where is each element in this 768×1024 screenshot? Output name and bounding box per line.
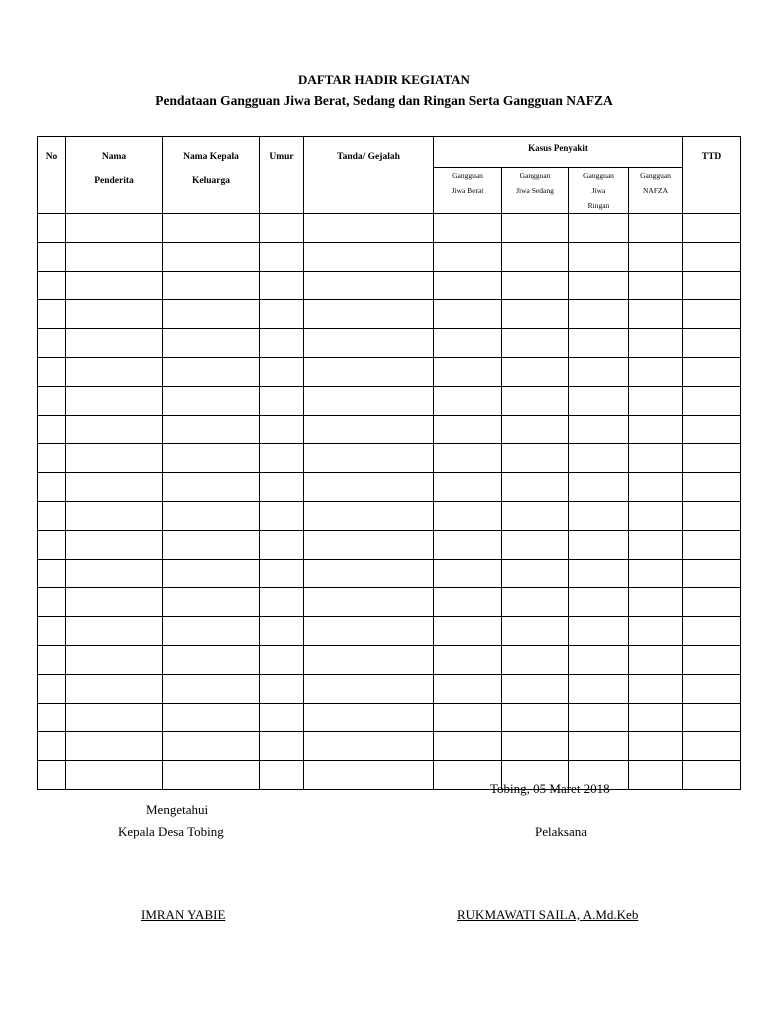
table-cell (629, 242, 683, 271)
table-cell (66, 300, 163, 329)
table-cell (163, 271, 260, 300)
table-cell (502, 473, 569, 502)
table-cell (38, 242, 66, 271)
table-cell (629, 300, 683, 329)
table-row (38, 357, 741, 386)
table-cell (502, 214, 569, 243)
table-cell (38, 732, 66, 761)
table-cell (683, 271, 741, 300)
sub-jiwa-ringan-header: Gangguan Jiwa Ringan (569, 168, 629, 214)
table-cell (38, 329, 66, 358)
table-row (38, 530, 741, 559)
table-cell (38, 617, 66, 646)
table-cell (38, 761, 66, 790)
table-row (38, 645, 741, 674)
table-row (38, 761, 741, 790)
table-cell (502, 674, 569, 703)
table-cell (683, 357, 741, 386)
table-cell (629, 530, 683, 559)
table-cell (683, 530, 741, 559)
table-cell (163, 386, 260, 415)
table-cell (683, 761, 741, 790)
table-cell (66, 242, 163, 271)
pelaksana-label: Pelaksana (535, 824, 587, 839)
table-cell (163, 588, 260, 617)
table-cell (260, 357, 304, 386)
signer-right-name: RUKMAWATI SAILA, A.Md.Keb (457, 907, 639, 922)
table-row (38, 617, 741, 646)
table-cell (260, 530, 304, 559)
table-row (38, 588, 741, 617)
table-cell (502, 271, 569, 300)
table-cell (434, 386, 502, 415)
table-cell (629, 761, 683, 790)
sub-jiwa-berat-header: Gangguan Jiwa Berat (434, 168, 502, 214)
table-row (38, 386, 741, 415)
table-cell (569, 300, 629, 329)
table-row (38, 501, 741, 530)
table-cell (304, 444, 434, 473)
table-cell (629, 703, 683, 732)
table-row (38, 271, 741, 300)
table-cell (683, 501, 741, 530)
table-cell (66, 703, 163, 732)
table-cell (38, 415, 66, 444)
table-cell (502, 501, 569, 530)
mengetahui-label: Mengetahui (146, 802, 209, 817)
table-row (38, 444, 741, 473)
table-cell (66, 559, 163, 588)
table-cell (304, 271, 434, 300)
table-cell (629, 415, 683, 444)
table-cell (683, 588, 741, 617)
table-cell (260, 703, 304, 732)
table-cell (260, 444, 304, 473)
table-cell (683, 242, 741, 271)
table-cell (629, 214, 683, 243)
table-cell (304, 617, 434, 646)
table-cell (683, 415, 741, 444)
table-cell (569, 357, 629, 386)
table-cell (163, 674, 260, 703)
table-cell (260, 329, 304, 358)
table-cell (260, 588, 304, 617)
table-cell (434, 329, 502, 358)
table-cell (683, 645, 741, 674)
col-nama-penderita-header (66, 137, 163, 214)
table-row (38, 674, 741, 703)
table-row (38, 300, 741, 329)
table-cell (66, 473, 163, 502)
table-cell (260, 674, 304, 703)
table-cell (569, 530, 629, 559)
table-cell (38, 386, 66, 415)
table-cell (683, 703, 741, 732)
table-cell (38, 444, 66, 473)
table-cell (66, 588, 163, 617)
table-cell (260, 559, 304, 588)
table-cell (66, 214, 163, 243)
table-cell (683, 444, 741, 473)
table-cell (304, 703, 434, 732)
table-cell (260, 271, 304, 300)
table-cell (629, 501, 683, 530)
table-cell (434, 444, 502, 473)
table-cell (502, 357, 569, 386)
document-subtitle: Pendataan Gangguan Jiwa Berat, Sedang dan Ringan Serta Gangguan NAFZA (155, 93, 613, 108)
signer-left-name: IMRAN YABIE (141, 907, 226, 922)
table-cell (66, 415, 163, 444)
table-cell (569, 501, 629, 530)
table-row (38, 703, 741, 732)
table-cell (569, 242, 629, 271)
table-cell (260, 300, 304, 329)
table-cell (163, 300, 260, 329)
table-cell (260, 732, 304, 761)
table-cell (304, 300, 434, 329)
table-cell (163, 444, 260, 473)
table-cell (304, 501, 434, 530)
table-header-row (38, 137, 741, 168)
table-cell (163, 214, 260, 243)
kepala-desa-label: Kepala Desa Tobing (118, 824, 224, 839)
table-cell (163, 761, 260, 790)
table-cell (38, 214, 66, 243)
table-cell (434, 588, 502, 617)
table-cell (66, 501, 163, 530)
table-cell (163, 473, 260, 502)
table-cell (66, 617, 163, 646)
sub-jiwa-sedang-header: Gangguan Jiwa Sedang (502, 168, 569, 214)
table-cell (629, 357, 683, 386)
table-cell (569, 588, 629, 617)
table-cell (38, 473, 66, 502)
table-cell (66, 732, 163, 761)
table-cell (502, 386, 569, 415)
table-cell (502, 703, 569, 732)
table-cell (434, 703, 502, 732)
table-cell (304, 530, 434, 559)
table-cell (434, 501, 502, 530)
table-cell (629, 271, 683, 300)
col-nama-kepala-header (163, 137, 260, 214)
table-cell (163, 559, 260, 588)
table-cell (304, 559, 434, 588)
table-cell (569, 329, 629, 358)
table-cell (434, 300, 502, 329)
table-cell (260, 415, 304, 444)
table-cell (163, 501, 260, 530)
table-cell (304, 415, 434, 444)
table-cell (304, 214, 434, 243)
col-nama-line2: Penderita (94, 176, 134, 186)
table-cell (502, 588, 569, 617)
table-cell (163, 703, 260, 732)
table-cell (502, 415, 569, 444)
table-cell (66, 444, 163, 473)
table-cell (629, 329, 683, 358)
table-cell (434, 214, 502, 243)
table-cell (502, 444, 569, 473)
table-cell (502, 300, 569, 329)
table-cell (38, 530, 66, 559)
table-cell (502, 559, 569, 588)
table-cell (434, 559, 502, 588)
table-cell (569, 617, 629, 646)
table-cell (163, 732, 260, 761)
table-cell (304, 588, 434, 617)
table-row (38, 473, 741, 502)
table-cell (502, 617, 569, 646)
table-cell (38, 588, 66, 617)
table-cell (629, 473, 683, 502)
table-cell (569, 645, 629, 674)
attendance-table (37, 136, 741, 790)
table-cell (434, 674, 502, 703)
table-cell (434, 473, 502, 502)
table-cell (629, 588, 683, 617)
col-kasus-penyakit-header: Kasus Penyakit (434, 137, 683, 168)
table-cell (629, 674, 683, 703)
place-date: Tobing, 05 Maret 2018 (490, 781, 610, 796)
table-cell (66, 761, 163, 790)
table-cell (629, 444, 683, 473)
table-cell (260, 645, 304, 674)
table-cell (502, 645, 569, 674)
table-cell (569, 415, 629, 444)
table-cell (304, 357, 434, 386)
table-cell (304, 473, 434, 502)
table-cell (304, 386, 434, 415)
table-cell (304, 761, 434, 790)
table-cell (502, 732, 569, 761)
table-cell (569, 559, 629, 588)
table-cell (304, 732, 434, 761)
table-cell (66, 645, 163, 674)
table-cell (38, 300, 66, 329)
table-cell (569, 386, 629, 415)
table-cell (683, 300, 741, 329)
table-cell (38, 645, 66, 674)
table-cell (569, 473, 629, 502)
table-row (38, 329, 741, 358)
table-cell (260, 386, 304, 415)
table-cell (260, 473, 304, 502)
col-umur-header: Umur (260, 137, 304, 214)
table-cell (66, 357, 163, 386)
table-row (38, 415, 741, 444)
table-cell (569, 214, 629, 243)
table-cell (434, 357, 502, 386)
table-cell (260, 761, 304, 790)
table-cell (569, 444, 629, 473)
table-cell (163, 415, 260, 444)
table-cell (66, 271, 163, 300)
table-cell (502, 530, 569, 559)
table-cell (569, 674, 629, 703)
table-cell (569, 703, 629, 732)
table-cell (66, 530, 163, 559)
table-cell (683, 674, 741, 703)
table-row (38, 214, 741, 243)
table-cell (304, 242, 434, 271)
table-cell (66, 329, 163, 358)
table-cell (683, 732, 741, 761)
table-cell (163, 530, 260, 559)
table-cell (434, 645, 502, 674)
table-row (38, 732, 741, 761)
table-cell (38, 357, 66, 386)
col-nama-line1: Nama (101, 152, 127, 162)
table-cell (38, 674, 66, 703)
table-cell (434, 415, 502, 444)
table-cell (38, 703, 66, 732)
table-row (38, 242, 741, 271)
table-cell (163, 617, 260, 646)
table-row (38, 559, 741, 588)
table-cell (434, 530, 502, 559)
table-cell (304, 329, 434, 358)
document-title: DAFTAR HADIR KEGIATAN (298, 72, 470, 87)
sub-nafza-header: Gangguan NAFZA (629, 168, 683, 214)
table-cell (683, 473, 741, 502)
table-cell (569, 271, 629, 300)
table-cell (683, 386, 741, 415)
table-cell (304, 674, 434, 703)
table-cell (629, 559, 683, 588)
table-cell (260, 242, 304, 271)
table-cell (163, 242, 260, 271)
table-cell (66, 386, 163, 415)
table-cell (683, 617, 741, 646)
table-cell (304, 645, 434, 674)
table-cell (629, 645, 683, 674)
table-cell (683, 329, 741, 358)
table-cell (502, 329, 569, 358)
table-body (38, 214, 741, 790)
col-no-header: No (38, 137, 66, 214)
table-cell (629, 386, 683, 415)
table-cell (629, 617, 683, 646)
table-cell (502, 242, 569, 271)
table-cell (683, 559, 741, 588)
table-cell (434, 271, 502, 300)
table-cell (163, 645, 260, 674)
col-ttd-header: TTD (683, 137, 741, 214)
table-cell (629, 732, 683, 761)
table-cell (163, 357, 260, 386)
table-cell (38, 271, 66, 300)
col-tanda-header: Tanda/ Gejalah (304, 137, 434, 214)
table-cell (260, 501, 304, 530)
table-cell (683, 214, 741, 243)
table-cell (260, 214, 304, 243)
col-kepala-line2: Keluarga (192, 176, 230, 186)
table-cell (434, 617, 502, 646)
table-cell (38, 501, 66, 530)
table-cell (434, 732, 502, 761)
table-cell (38, 559, 66, 588)
table-cell (163, 329, 260, 358)
table-cell (569, 732, 629, 761)
table-cell (66, 674, 163, 703)
table-cell (260, 617, 304, 646)
table-cell (434, 242, 502, 271)
col-kepala-line1: Nama Kepala (183, 152, 239, 162)
